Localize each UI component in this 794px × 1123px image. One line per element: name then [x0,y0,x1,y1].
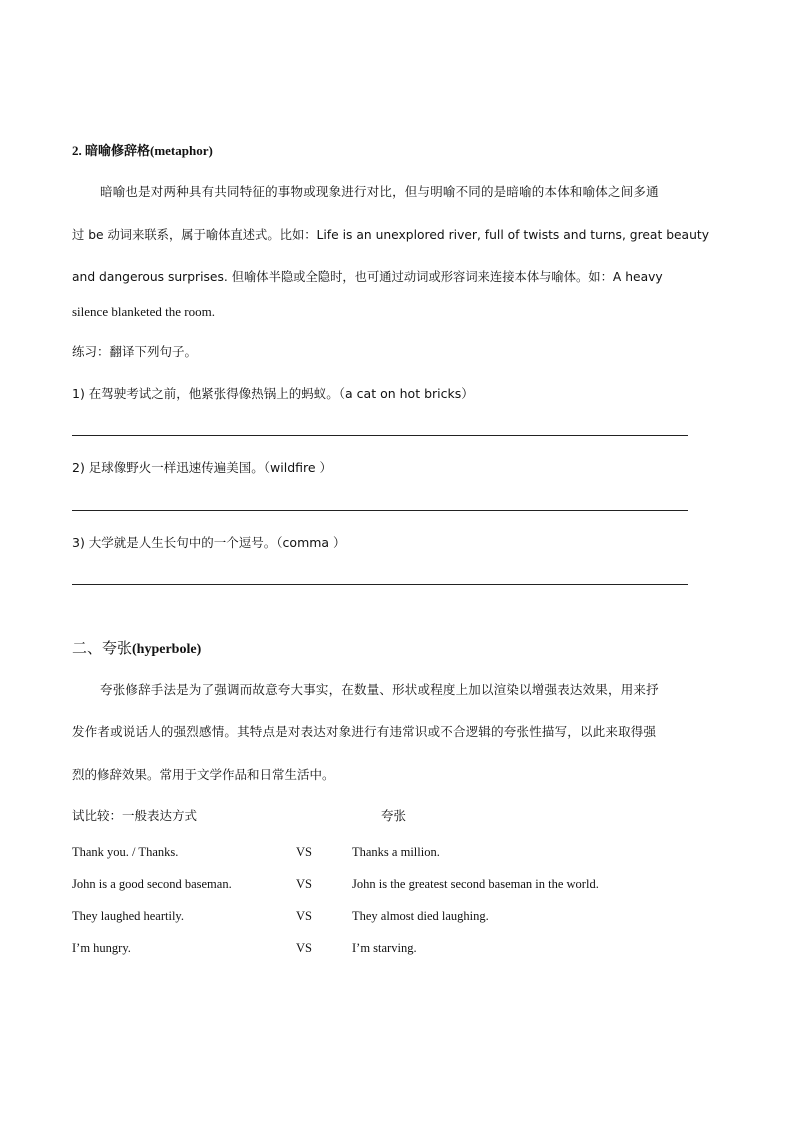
metaphor-paragraph-line-1: 暗喻也是对两种具有共同特征的事物或现象进行对比，但与明喻不同的是暗喻的本体和喻体之间多通 [100,184,659,199]
metaphor-paragraph-line-2: 过 be 动词来联系，属于喻体直述式。比如：Life is an unexplored river, full of twists and turns, great beauty [72,228,709,242]
compare-row-3-hyperbole: They almost died laughing. [352,909,489,923]
compare-row-3-vs: VS [296,909,312,923]
answer-line-2[interactable] [72,510,688,511]
metaphor-paragraph-line-4: silence blanketed the room. [72,304,215,319]
hyperbole-paragraph-line-3: 烈的修辞效果。常用于文学作品和日常生活中。 [72,767,335,782]
section-title-hyperbole [72,637,201,658]
compare-row-4-normal: I’m hungry. [72,941,131,955]
compare-label: 试比较：一般表达方式 [72,808,198,823]
compare-row-3-normal: They laughed heartily. [72,909,184,923]
compare-row-2-vs: VS [296,877,312,891]
compare-row-1-hyperbole: Thanks a million. [352,845,440,859]
compare-row-4-hyperbole: I’m starving. [352,941,417,955]
section-title-hyperbole-cn: 二、夸张 [72,639,133,657]
section-title-metaphor: 2. 暗喻修辞格(metaphor) [72,143,213,158]
compare-row-1-vs: VS [296,845,312,859]
compare-row-2-hyperbole: John is the greatest second baseman in the world. [352,877,599,891]
exercise-label: 练习：翻译下列句子。 [72,344,198,359]
compare-row-4-vs: VS [296,941,312,955]
compare-row-1-normal: Thank you. / Thanks. [72,845,179,859]
compare-right-label: 夸张 [381,808,407,823]
section-title-hyperbole-en: (hyperbole) [132,642,202,657]
answer-line-1[interactable] [72,435,688,436]
metaphor-paragraph-line-3: and dangerous surprises. 但喻体半隐或全隐时，也可通过动词或形容词来连接本体与喻体。如：A heavy [72,270,663,284]
exercise-item-1: 1) 在驾驶考试之前，他紧张得像热锅上的蚂蚁。（a cat on hot bricks） [72,386,474,401]
answer-line-3[interactable] [72,584,688,585]
hyperbole-paragraph-line-1: 夸张修辞手法是为了强调而故意夸大事实，在数量、形状或程度上加以渲染以增强表达效果，用来抒 [100,682,659,697]
exercise-item-3: 3) 大学就是人生长句中的一个逗号。（comma ） [72,535,346,550]
exercise-item-2: 2) 足球像野火一样迅速传遍美国。（wildfire ） [72,460,333,475]
compare-row-2-normal: John is a good second baseman. [72,877,232,891]
hyperbole-paragraph-line-2: 发作者或说话人的强烈感情。其特点是对表达对象进行有违常识或不合逻辑的夸张性描写，以此来取得强 [72,724,657,739]
